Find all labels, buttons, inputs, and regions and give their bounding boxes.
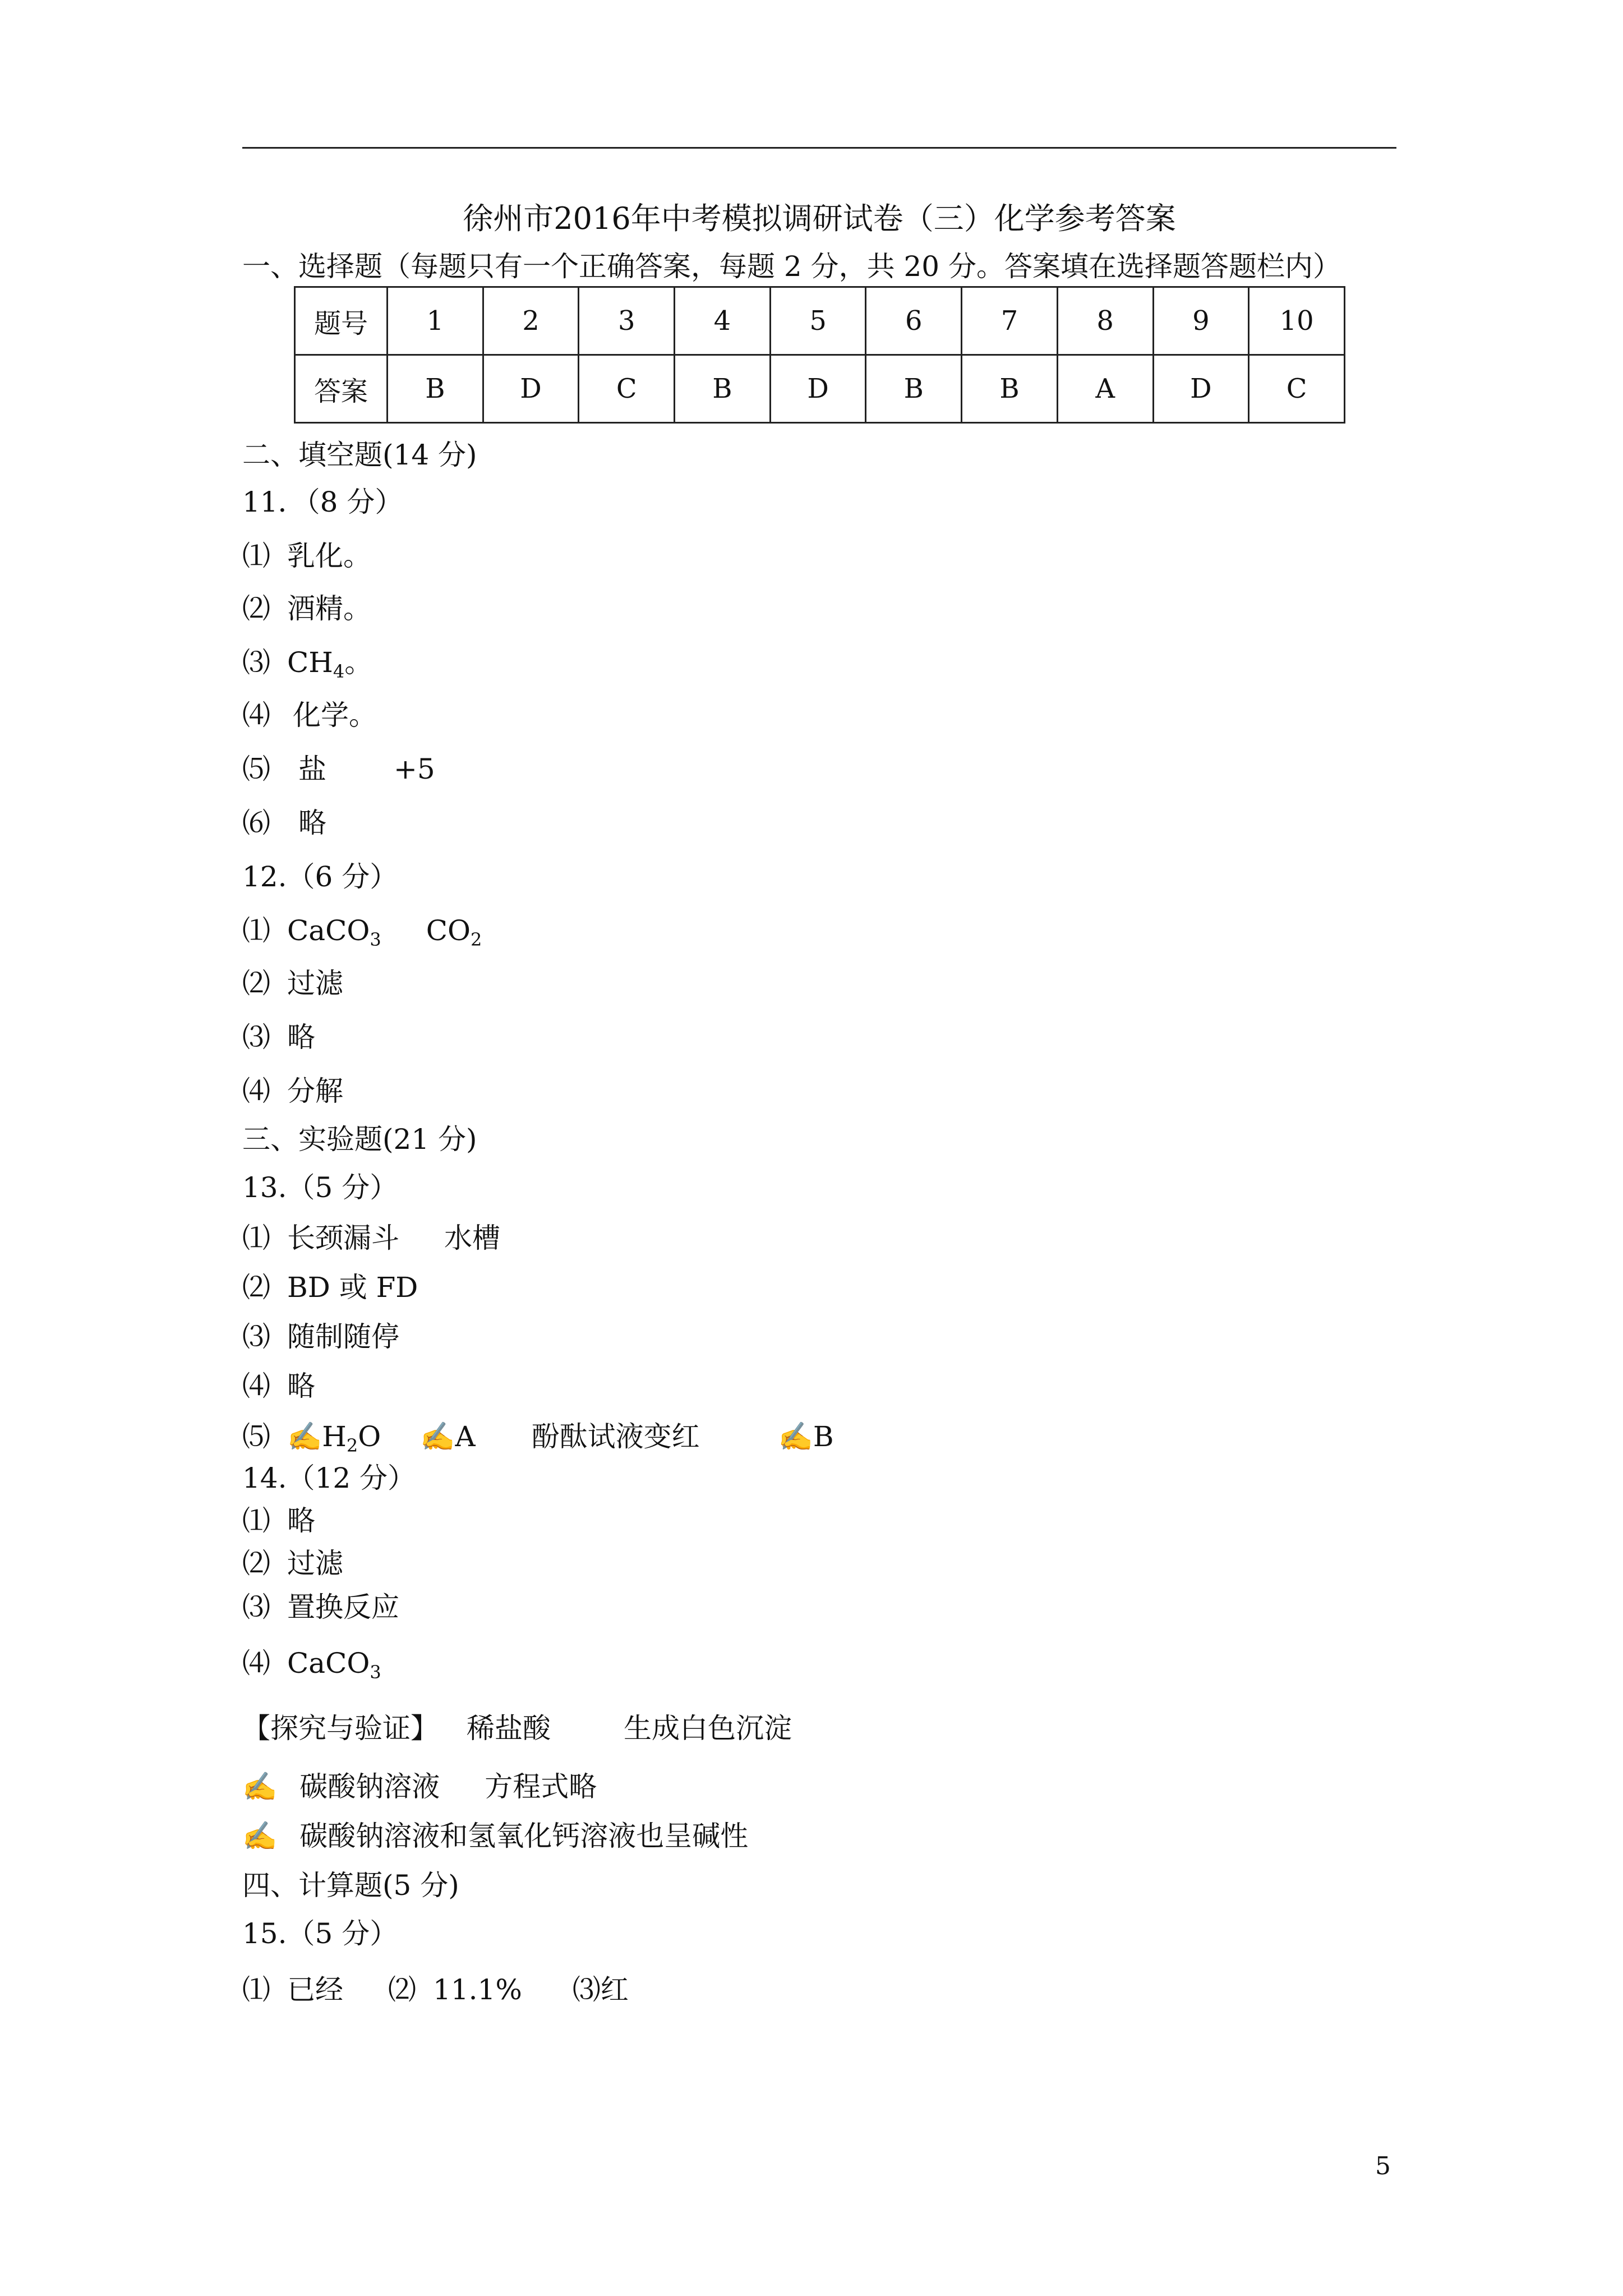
section2-heading: 二、填空题(14 分) [242, 439, 477, 471]
item-number: ⑴ [242, 914, 270, 947]
answer-b: B [813, 1420, 834, 1453]
answer-text: 盐 [298, 753, 326, 785]
q12-item-4 [242, 1071, 343, 1111]
pen-mark-icon: ✍ [778, 1420, 813, 1453]
q11-title: 11．（8 分） [242, 486, 403, 518]
note-text: 碳酸钠溶液和氢氧化钙溶液也呈碱性 [299, 1820, 749, 1852]
answer-text-b: +5 [394, 753, 435, 785]
q14-title: 14.（12 分） [242, 1462, 416, 1494]
page-number: 5 [1375, 2152, 1391, 2180]
pen-mark-icon: ✍ [242, 1820, 278, 1852]
item-number: ⑵ [242, 1271, 270, 1304]
q12-item-1 [242, 911, 482, 950]
answer-text: 略 [287, 1504, 315, 1537]
formula-main: CaCO [287, 1647, 370, 1680]
formula-subscript: 4 [333, 661, 345, 682]
q14-item-3 [242, 1588, 399, 1627]
pen-mark-icon: ✍ [242, 1770, 278, 1803]
item-number: ⑵ [242, 967, 270, 1000]
q13-item-2 [242, 1268, 418, 1307]
table-row-numbers [295, 287, 1345, 355]
document-title: 徐州市2016年中考模拟调研试卷（三）化学参考答案 [463, 201, 1176, 236]
answer-text-b: 水槽 [444, 1222, 500, 1254]
pen-mark-icon: ✍ [420, 1420, 455, 1453]
explore-answer-b: 生成白色沉淀 [624, 1712, 792, 1745]
row-label-answer: 答案 [295, 355, 388, 423]
formula-main: CaCO [287, 914, 370, 947]
table-cell-number: 3 [579, 287, 675, 355]
item-number: ⑶ [242, 646, 270, 679]
item-number: ⑵ [242, 592, 270, 625]
table-cell-answer: D [483, 355, 579, 423]
table-cell-number: 9 [1153, 287, 1249, 355]
table-cell-answer: C [1249, 355, 1345, 423]
q13-item-5 [242, 1417, 834, 1456]
section1-heading: 一、选择题（每题只有一个正确答案，每题 2 分，共 20 分。答案填在选择题答题栏内） [242, 250, 1341, 283]
q11-item-5 [242, 749, 435, 789]
table-cell-number: 8 [1057, 287, 1153, 355]
item-number: ⑸ [242, 1420, 270, 1453]
explore-label: 【探究与验证】 [242, 1712, 439, 1745]
item-number: ⑶ [572, 1973, 601, 2006]
q15-title: 15.（5 分） [242, 1917, 398, 1950]
item-number: ⑶ [242, 1320, 270, 1353]
answer-text: 11.1% [433, 1973, 522, 2006]
q14-item-4 [242, 1644, 381, 1683]
item-number: ⑸ [242, 753, 270, 785]
table-cell-answer: B [866, 355, 962, 423]
q14-item-2 [242, 1544, 343, 1583]
answer-a: A [455, 1420, 476, 1453]
answer-text: 分解 [287, 1075, 343, 1107]
answer-text: 过滤 [287, 967, 343, 1000]
answer-text: 化学。 [293, 699, 377, 731]
section4-heading: 四、计算题(5 分) [242, 1869, 459, 1902]
table-cell-answer: D [770, 355, 866, 423]
answer-text: 已经 [287, 1973, 343, 2006]
q11-item-3 [242, 643, 372, 682]
formula-main: H [322, 1420, 347, 1453]
table-cell-number: 7 [962, 287, 1058, 355]
formula-main: CH [287, 646, 333, 679]
answer-text: 略 [298, 807, 326, 839]
formula-main-b: CO [426, 914, 471, 947]
answer-text: 红 [600, 1973, 629, 2006]
item-number: ⑴ [242, 540, 270, 572]
formula-subscript-b: 2 [470, 929, 482, 950]
q12-title: 12.（6 分） [242, 861, 398, 893]
q13-item-3 [242, 1317, 399, 1356]
table-cell-answer: A [1057, 355, 1153, 423]
item-number: ⑷ [242, 699, 270, 731]
q13-item-4 [242, 1366, 315, 1406]
q13-item-1 [242, 1218, 500, 1258]
note-text: 碳酸钠溶液 [299, 1770, 440, 1803]
item-number: ⑶ [242, 1021, 270, 1053]
q11-item-1 [242, 536, 371, 576]
table-cell-answer: B [388, 355, 483, 423]
formula-subscript: 2 [346, 1435, 358, 1456]
item-number: ⑹ [242, 807, 270, 839]
q12-item-3 [242, 1018, 315, 1057]
item-number: ⑴ [242, 1973, 270, 2006]
answer-text: BD 或 FD [287, 1271, 418, 1304]
table-row-answers [295, 355, 1345, 423]
q14-item-1 [242, 1501, 315, 1540]
answer-text: 乳化。 [287, 540, 371, 572]
answer-text: 随制随停 [287, 1320, 399, 1353]
row-label-number: 题号 [295, 287, 388, 355]
table-cell-answer: D [1153, 355, 1249, 423]
item-number: ⑴ [242, 1222, 270, 1254]
table-cell-number: 1 [388, 287, 483, 355]
item-number: ⑷ [242, 1370, 270, 1402]
table-cell-answer: C [579, 355, 675, 423]
table-cell-number: 10 [1249, 287, 1345, 355]
q11-item-6 [242, 803, 326, 843]
section3-heading: 三、实验题(21 分) [242, 1123, 477, 1156]
answer-text: 长颈漏斗 [287, 1222, 399, 1254]
answer-text: 略 [287, 1021, 315, 1053]
note-text-b: 方程式略 [485, 1770, 597, 1803]
answer-table [294, 286, 1345, 424]
table-cell-number: 4 [675, 287, 771, 355]
answer-c: 酚酞试液变红 [531, 1420, 700, 1453]
q14-note-1 [242, 1767, 597, 1806]
q12-item-2 [242, 964, 343, 1003]
table-cell-number: 6 [866, 287, 962, 355]
table-cell-number: 2 [483, 287, 579, 355]
item-number: ⑶ [242, 1591, 270, 1623]
q14-note-2 [242, 1816, 748, 1856]
answer-text: 过滤 [287, 1547, 343, 1580]
q13-title: 13.（5 分） [242, 1171, 398, 1204]
q11-item-2 [242, 589, 371, 628]
formula-tail: 。 [344, 646, 373, 679]
explore-answer-a: 稀盐酸 [467, 1712, 551, 1745]
item-number: ⑷ [242, 1647, 270, 1680]
formula-tail: O [358, 1420, 381, 1453]
formula-subscript: 3 [370, 1662, 381, 1683]
q14-explore [242, 1709, 792, 1748]
item-number: ⑴ [242, 1504, 270, 1537]
item-number: ⑵ [388, 1973, 416, 2006]
pen-mark-icon: ✍ [287, 1420, 322, 1453]
table-cell-answer: B [962, 355, 1058, 423]
answer-text: 置换反应 [287, 1591, 399, 1623]
table-cell-number: 5 [770, 287, 866, 355]
answer-text: 酒精。 [287, 592, 371, 625]
q15-answers [242, 1970, 629, 2009]
table-cell-answer: B [675, 355, 771, 423]
formula-subscript: 3 [370, 929, 381, 950]
q11-item-4 [242, 696, 377, 735]
item-number: ⑵ [242, 1547, 270, 1580]
answer-text: 略 [287, 1370, 315, 1402]
item-number: ⑷ [242, 1075, 270, 1107]
header-rule [242, 147, 1396, 149]
